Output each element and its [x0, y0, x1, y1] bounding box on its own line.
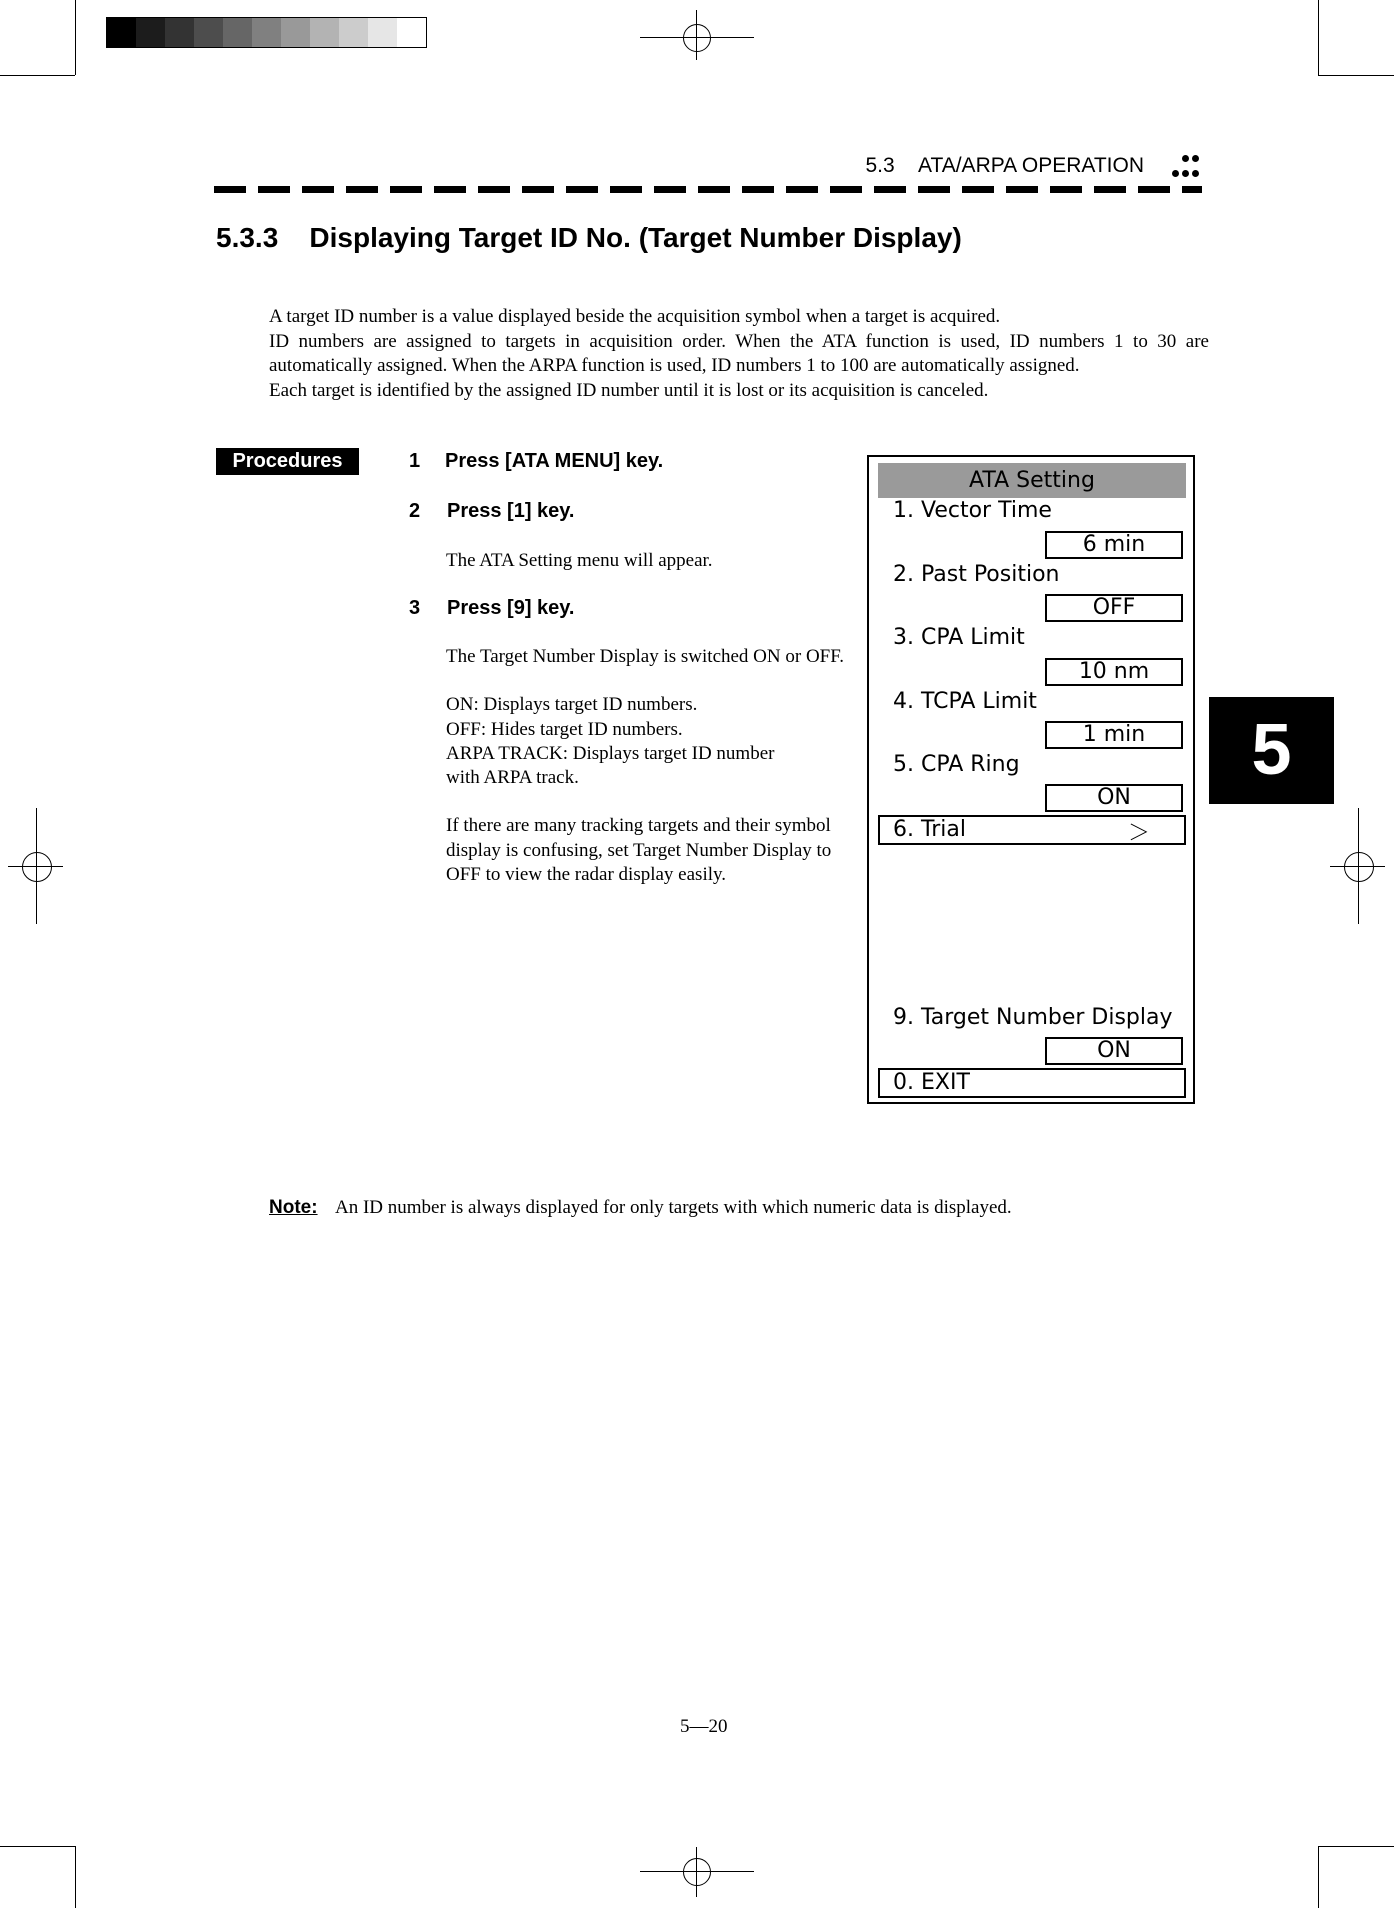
grayscale-bar — [106, 17, 427, 48]
step-3-text: Press [9] key. — [447, 597, 575, 619]
step-3-para-3: If there are many tracking targets and their symbol display is confusing, set Target Number Display to OFF to view the radar display easily. — [446, 815, 832, 886]
step-2-text: Press [1] key. — [447, 500, 575, 522]
menu-item-tcpa-limit-label[interactable]: 4. TCPA Limit — [893, 689, 1037, 714]
grayscale-swatch — [165, 18, 194, 47]
header-section-ref: 5.3 — [865, 154, 895, 177]
menu-item-trial[interactable] — [878, 815, 1186, 845]
menu-item-target-number-label[interactable]: 9. Target Number Display — [893, 1005, 1173, 1030]
step-1-text: Press [ATA MENU] key. — [445, 450, 664, 472]
menu-item-cpa-ring-value[interactable]: ON — [1045, 784, 1183, 812]
intro-line-3: Each target is identified by the assigned ID number until it is lost or its acquisition is canceled. — [269, 379, 989, 401]
step-3-arpa: ARPA TRACK: Displays target ID number with ARPA track. — [446, 742, 775, 789]
menu-item-cpa-limit-label[interactable]: 3. CPA Limit — [893, 625, 1025, 650]
menu-item-vector-time-label[interactable]: 1. Vector Time — [893, 498, 1052, 523]
running-header — [865, 154, 1144, 178]
header-dashed-rule — [214, 186, 1202, 193]
menu-item-tcpa-limit-value[interactable]: 1 min — [1045, 721, 1183, 749]
menu-item-exit-label: 0. EXIT — [893, 1070, 970, 1095]
menu-item-past-position-label[interactable]: 2. Past Position — [893, 562, 1060, 587]
intro-paragraph — [269, 305, 1209, 403]
step-3-para-1: The Target Number Display is switched ON or OFF. — [446, 646, 845, 667]
menu-item-cpa-limit-value[interactable]: 10 nm — [1045, 658, 1183, 686]
procedures-label: Procedures — [216, 448, 359, 475]
grayscale-swatch — [281, 18, 310, 47]
grayscale-swatch — [252, 18, 281, 47]
step-2-number: 2 — [409, 500, 421, 522]
grayscale-swatch — [339, 18, 368, 47]
menu-item-exit[interactable] — [878, 1068, 1186, 1098]
menu-item-cpa-ring-label[interactable]: 5. CPA Ring — [893, 752, 1020, 777]
menu-item-trial-label: 6. Trial — [893, 817, 966, 842]
step-1-number: 1 — [409, 450, 421, 472]
chevron-right-icon: ＞ — [1128, 821, 1151, 846]
grayscale-swatch — [368, 18, 397, 47]
note-label: Note: — [269, 1197, 318, 1218]
grayscale-swatch — [107, 18, 136, 47]
grayscale-swatch — [397, 18, 426, 47]
step-3-off: OFF: Hides target ID numbers. — [446, 718, 683, 740]
grayscale-swatch — [136, 18, 165, 47]
intro-line-1: A target ID number is a value displayed beside the acquisition symbol when a target is acquired. — [269, 306, 1001, 327]
header-section-name: ATA/ARPA OPERATION — [918, 154, 1144, 177]
menu-item-vector-time-value[interactable]: 6 min — [1045, 531, 1183, 559]
section-title: 5.3.3 Displaying Target ID No. (Target Number Display) — [216, 222, 962, 253]
menu-title: ATA Setting — [878, 463, 1186, 498]
grayscale-swatch — [194, 18, 223, 47]
step-3-number: 3 — [409, 597, 421, 619]
step-3-on: ON: Displays target ID numbers. — [446, 694, 698, 716]
menu-item-past-position-value[interactable]: OFF — [1045, 594, 1183, 622]
chapter-tab: 5 — [1209, 697, 1334, 804]
menu-item-target-number-value[interactable]: ON — [1045, 1037, 1183, 1065]
page-number: 5—20 — [680, 1716, 728, 1737]
grayscale-swatch — [310, 18, 339, 47]
grayscale-swatch — [223, 18, 252, 47]
step-2-description: The ATA Setting menu will appear. — [446, 550, 713, 571]
step-3-description — [446, 645, 846, 887]
note-text: An ID number is always displayed for only targets with which numeric data is displayed. — [335, 1197, 1012, 1218]
intro-line-2: ID numbers are assigned to targets in acquisition order. When the ATA function is used, ID numbers 1 to 30 are automatically assigned. When the ARPA function is used, ID numbers 1 to 100 are automatically assigned. — [269, 330, 1209, 376]
